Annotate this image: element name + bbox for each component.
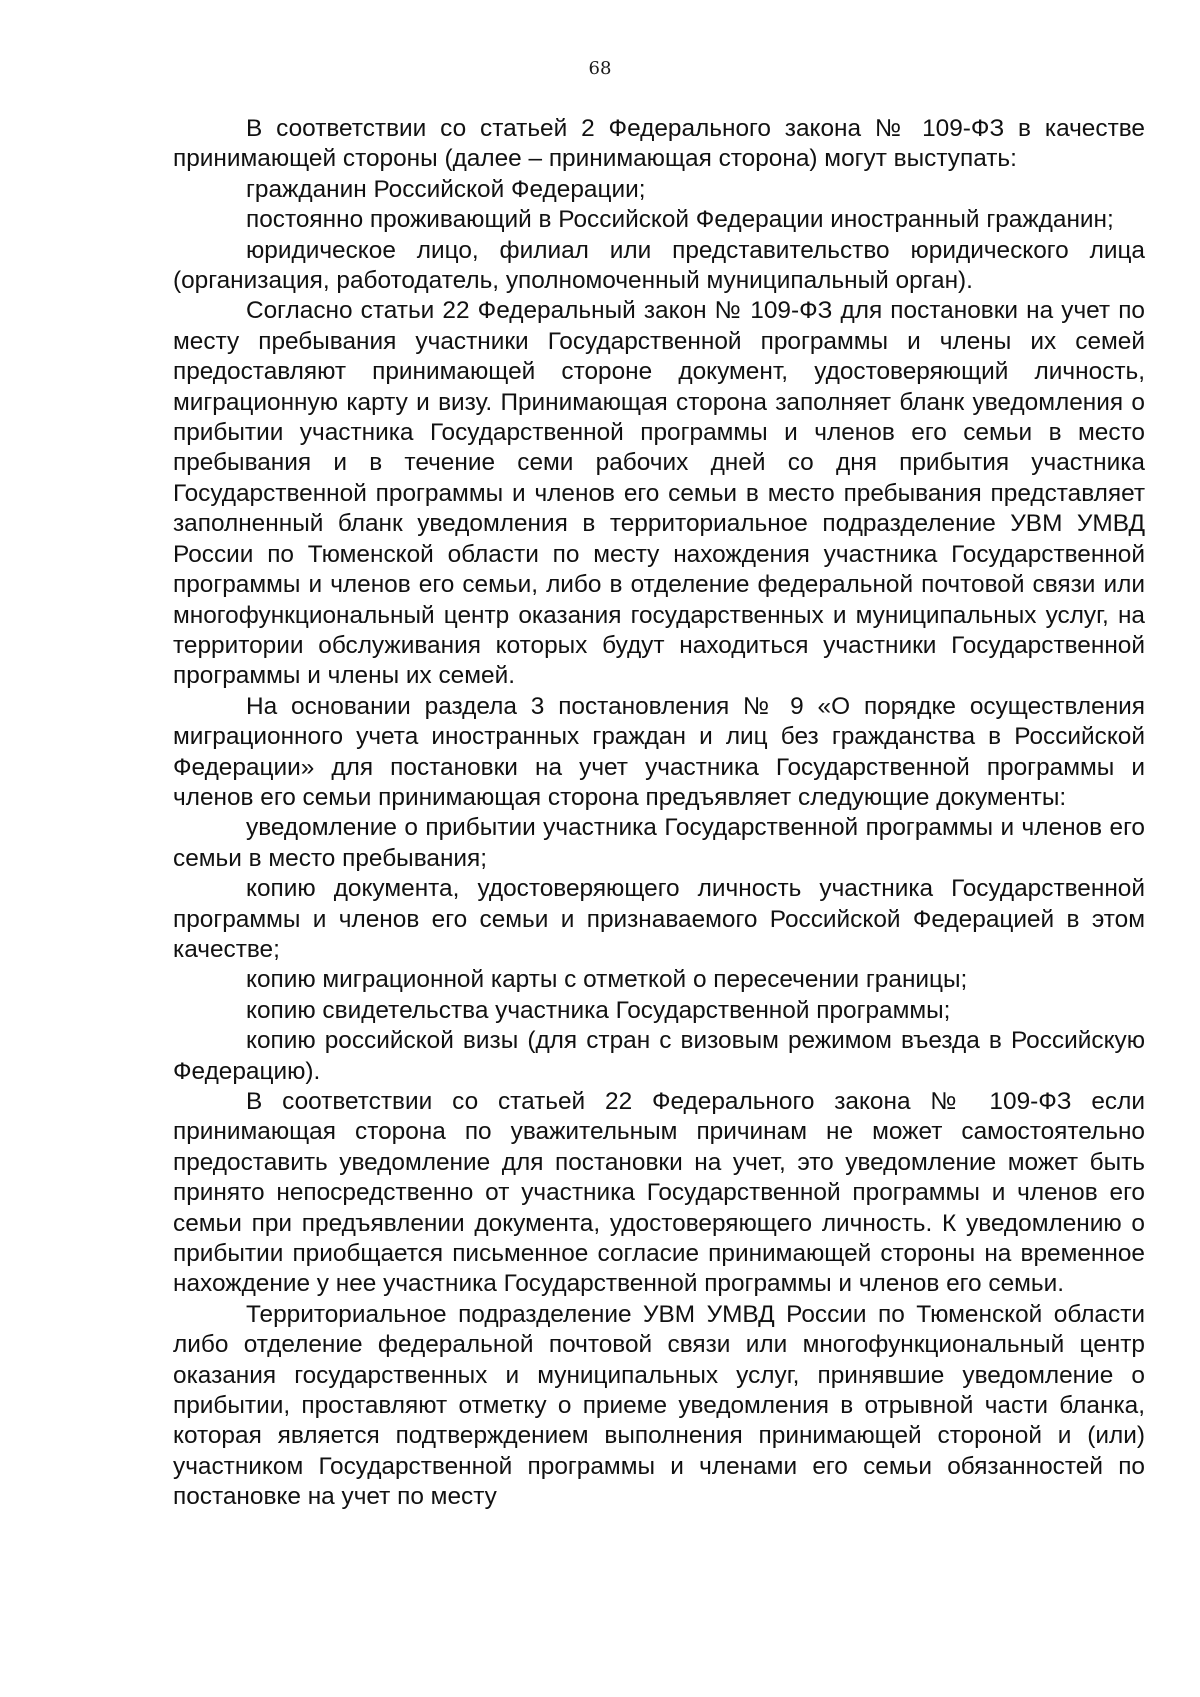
paragraph-receipt-mark: Территориальное подразделение УВМ УМВД России по Тюменской области либо отделение федеральной почтовой связи или многофункциональный центр оказания государственных и муниципальных услуг, принявшие уведомление о прибытии, проставляют отметку о приеме уведомления в отрывной части бланка, которая является подтверждением выполнения принимающей стороной и (или) участником Государственной программы и членами его семьи обязанностей по постановке на учет по месту [173,1300,1145,1511]
list-item-visa-copy: копию российской визы (для стран с визовым режимом въезда в Российскую Федерацию). [173,1027,1145,1085]
list-item-migration-card-copy: копию миграционной карты с отметкой о пересечении границы; [246,966,968,994]
list-item-permanent-resident: постоянно проживающий в Российской Федерации иностранный гражданин; [246,206,1114,234]
list-item-legal-entity: юридическое лицо, филиал или представительство юридического лица (организация, работодатель, уполномоченный муниципальный орган). [173,236,1145,295]
paragraph-registration-procedure: Согласно статьи 22 Федеральный закон № 109-ФЗ для постановки на учет по месту пребывания участники Государственной программы и члены их семей предоставляют принимающей стороне документ, удостоверяющий личность, миграционную карту и визу. Принимающая сторона заполняет бланк уведомления о прибытии участника Государственной программы и членов его семьи в место пребывания и в течение семи рабочих дней со дня прибытия участника Государственной программы и членов его семьи в место пребывания представляет заполненный бланк уведомления в территориальное подразделение УВМ УМВД России по Тюменской области по месту нахождения участника Государственной программы и членов его семьи, либо в отделение федеральной почтовой связи или многофункциональный центр оказания государственных и муниципальных услуг, на территории обслуживания которых будут находиться участники Государственной программы и члены их семей. [173,297,1145,690]
list-item-arrival-notice: уведомление о прибытии участника Государственной программы и членов его семьи в место пребывания; [173,814,1145,872]
paragraph-required-documents: На основании раздела 3 постановления № 9 «О порядке осуществления миграционного учета иностранных граждан и лиц без гражданства в Российской Федерации» для постановки на учет участника Государственной программы и членов его семьи принимающая сторона предъявляет следующие документы: [173,692,1145,811]
page-number: 68 [588,58,612,79]
paragraph-direct-notice: В соответствии со статьей 22 Федерального закона № 109-ФЗ если принимающая сторона по уважительным причинам не может самостоятельно предоставить уведомление для постановки на учет, это уведомление может быть принято непосредственно от участника Государственной программы и членов его семьи при предъявлении документа, удостоверяющего личность. К уведомлению о прибытии приобщается письменное согласие принимающей стороны на временное нахождение у нее участника Государственной программы и членов его семьи. [173,1088,1145,1298]
list-item-identity-copy: копию документа, удостоверяющего личность участника Государственной программы и членов его семьи и признаваемого Российской Федерацией в этом качестве; [173,875,1145,963]
paragraph-host-definition: В соответствии со статьей 2 Федерального закона № 109-ФЗ в качестве принимающей стороны (далее – принимающая сторона) могут выступать: [173,115,1145,173]
list-item-citizen: гражданин Российской Федерации; [246,175,646,203]
list-item-certificate-copy: копию свидетельства участника Государственной программы; [246,996,951,1024]
document-body [173,114,1145,1513]
